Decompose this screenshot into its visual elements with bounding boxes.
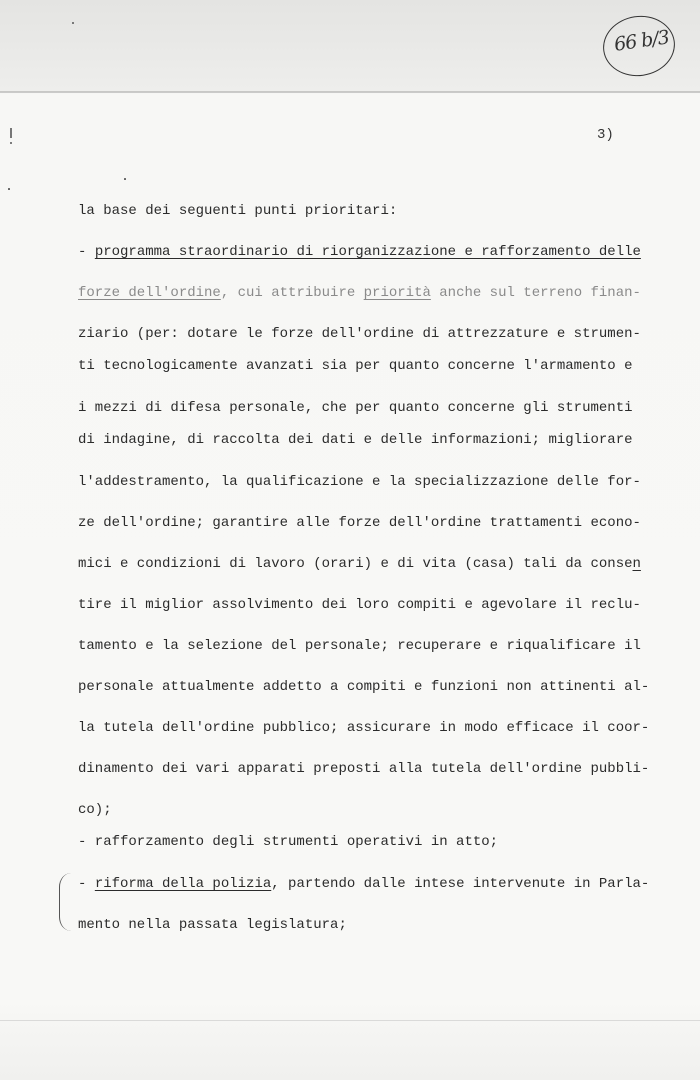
text-line: co); (78, 802, 112, 818)
text-line: la base dei seguenti punti prioritari: (78, 203, 398, 219)
text-line: - rafforzamento degli strumenti operativi in atto; (78, 834, 499, 850)
fold-line (0, 91, 700, 93)
text-line: mici e condizioni di lavoro (orari) e di vita (casa) tali da consen (78, 556, 641, 572)
faded-underlined-text: forze dell'ordine (78, 285, 221, 301)
scan-speck (124, 178, 126, 180)
text-line: ti tecnologicamente avanzati sia per quanto concerne l'armamento e (78, 358, 633, 374)
text-line: la tutela dell'ordine pubblico; assicurare in modo efficace il coor- (78, 720, 650, 736)
page-number: 3) (597, 127, 614, 143)
scan-speck (10, 142, 12, 144)
underlined-heading: programma straordinario di riorganizzazione e rafforzamento delle (94, 244, 641, 260)
archive-stamp-number: 66 b/3 (612, 26, 671, 56)
text-line: - riforma della polizia, partendo dalle intese intervenute in Parla- (78, 876, 650, 892)
text-line: forze dell'ordine, cui attribuire priorità anche sul terreno finan- (78, 285, 641, 301)
text-line: i mezzi di difesa personale, che per quanto concerne gli strumenti (78, 400, 633, 416)
text-line: di indagine, di raccolta dei dati e delle informazioni; migliorare (78, 432, 633, 448)
text-line: tire il miglior assolvimento dei loro compiti e agevolare il reclu- (78, 597, 641, 613)
underlined-word: priorità (363, 285, 431, 301)
margin-mark (10, 128, 12, 138)
text-line: personale attualmente addetto a compiti e funzioni non attinenti al- (78, 679, 650, 695)
scan-header-band (0, 0, 700, 92)
text-line: - programma straordinario di riorganizzazione e rafforzamento delle (78, 244, 641, 260)
text-line: l'addestramento, la qualificazione e la specializzazione delle for- (78, 474, 641, 490)
text-line: ziario (per: dotare le forze dell'ordine di attrezzature e strumen- (78, 326, 641, 342)
scan-speck (72, 22, 74, 24)
text-line: tamento e la selezione del personale; recuperare e riqualificare il (78, 638, 641, 654)
text-line: mento nella passata legislatura; (78, 917, 347, 933)
underlined-heading: riforma della polizia (94, 876, 272, 892)
scan-speck (8, 188, 10, 190)
margin-bracket (59, 873, 74, 931)
text-line: ze dell'ordine; garantire alle forze dell'ordine trattamenti econo- (78, 515, 641, 531)
bottom-fold-line (0, 1020, 700, 1021)
text-line: dinamento dei vari apparati preposti alla tutela dell'ordine pubbli- (78, 761, 650, 777)
